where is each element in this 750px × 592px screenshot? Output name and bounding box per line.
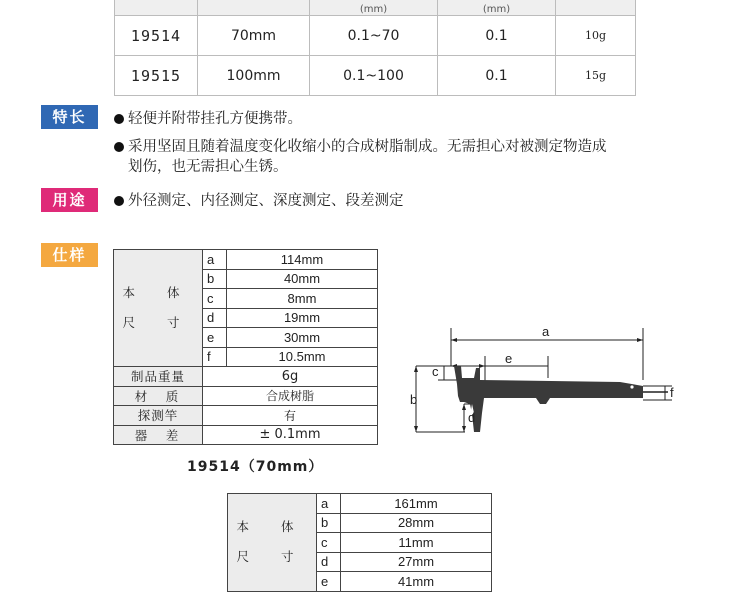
dim-value: 40mm bbox=[227, 269, 378, 289]
range-cell: 0.1~70 bbox=[310, 16, 438, 56]
dim-key: d bbox=[203, 308, 227, 328]
material-label: 材 质 bbox=[114, 386, 203, 406]
dim-key: b bbox=[317, 513, 341, 533]
feature-text: 轻便并附带挂孔方便携带。 bbox=[128, 111, 302, 127]
body-label-2: 尺 寸 bbox=[236, 549, 308, 565]
dim-value: 28mm bbox=[341, 513, 492, 533]
caliper-hang-hole bbox=[630, 385, 633, 388]
spec-summary-table bbox=[114, 0, 636, 96]
dim-value: 161mm bbox=[341, 494, 492, 514]
weight-value: 6g bbox=[203, 367, 378, 387]
dim-key: b bbox=[203, 269, 227, 289]
dim-key: a bbox=[203, 250, 227, 270]
material-value: 合成树脂 bbox=[203, 386, 378, 406]
dim-value: 8mm bbox=[227, 289, 378, 309]
dim-key: c bbox=[317, 533, 341, 553]
header-cell: (mm) bbox=[438, 0, 556, 16]
dim-value: 27mm bbox=[341, 552, 492, 572]
range-cell: 0.1~100 bbox=[310, 56, 438, 96]
header-cell bbox=[556, 0, 636, 16]
feature-text: 采用坚固且随着温度变化收缩小的合成树脂制成。无需担心对被测定物造成 bbox=[128, 139, 607, 155]
body-label-1: 本 体 bbox=[236, 519, 308, 535]
label-b: b bbox=[410, 392, 418, 407]
dim-key: e bbox=[203, 328, 227, 348]
caliper-dimension-diagram bbox=[410, 318, 700, 443]
table-row bbox=[114, 386, 378, 406]
accuracy-cell: 0.1 bbox=[438, 16, 556, 56]
length-cell: 70mm bbox=[198, 16, 310, 56]
model-cell: 19515 bbox=[115, 56, 198, 96]
table-caption: 19514（70mm） bbox=[187, 459, 324, 475]
label-d: d bbox=[468, 410, 476, 425]
probe-value: 有 bbox=[203, 406, 378, 426]
table-row bbox=[115, 56, 636, 96]
header-cell bbox=[198, 0, 310, 16]
dim-key: e bbox=[317, 572, 341, 592]
uses-tag: 用途 bbox=[41, 188, 98, 212]
dim-value: 114mm bbox=[227, 250, 378, 270]
dim-value: 41mm bbox=[341, 572, 492, 592]
dim-key: a bbox=[317, 494, 341, 514]
spec-tag: 仕样 bbox=[41, 243, 98, 267]
table-header-row bbox=[115, 0, 636, 16]
body-size-label bbox=[228, 494, 317, 592]
label-c: c bbox=[432, 364, 439, 379]
dim-value: 10.5mm bbox=[227, 347, 378, 367]
spec-table-19514 bbox=[113, 249, 378, 445]
feature-text-continued: 划伤，也无需担心生锈。 bbox=[128, 159, 288, 175]
body-size-label bbox=[114, 250, 203, 367]
model-cell: 19514 bbox=[115, 16, 198, 56]
error-value: ± 0.1mm bbox=[203, 425, 378, 445]
uses-text: 外径测定、内径测定、深度测定、段差测定 bbox=[128, 193, 404, 209]
dim-key: f bbox=[203, 347, 227, 367]
dim-key: d bbox=[317, 552, 341, 572]
error-label: 器 差 bbox=[114, 425, 203, 445]
header-cell bbox=[115, 0, 198, 16]
dim-value: 19mm bbox=[227, 308, 378, 328]
table-row bbox=[114, 425, 378, 445]
feature-item bbox=[114, 138, 607, 157]
label-f: f bbox=[670, 385, 674, 400]
table-row bbox=[114, 367, 378, 387]
weight-cell: 15g bbox=[556, 56, 636, 96]
feature-item bbox=[114, 110, 302, 129]
uses-item bbox=[114, 192, 404, 211]
table-row bbox=[115, 16, 636, 56]
header-cell: (mm) bbox=[310, 0, 438, 16]
table-row bbox=[114, 406, 378, 426]
body-label-2: 尺 寸 bbox=[122, 315, 194, 330]
dim-key: c bbox=[203, 289, 227, 309]
weight-label: 制品重量 bbox=[114, 367, 203, 387]
bullet-icon bbox=[114, 196, 124, 206]
features-tag: 特长 bbox=[41, 105, 98, 129]
length-cell: 100mm bbox=[198, 56, 310, 96]
label-e: e bbox=[505, 351, 513, 366]
bullet-icon bbox=[114, 114, 124, 124]
dim-value: 11mm bbox=[341, 533, 492, 553]
weight-cell: 10g bbox=[556, 16, 636, 56]
spec-table-19515 bbox=[227, 493, 492, 592]
table-row bbox=[114, 250, 378, 270]
dim-value: 30mm bbox=[227, 328, 378, 348]
probe-label: 探测竿 bbox=[114, 406, 203, 426]
table-row bbox=[228, 494, 492, 514]
bullet-icon bbox=[114, 142, 124, 152]
accuracy-cell: 0.1 bbox=[438, 56, 556, 96]
body-label-1: 本 体 bbox=[122, 285, 194, 300]
label-a: a bbox=[542, 324, 550, 339]
